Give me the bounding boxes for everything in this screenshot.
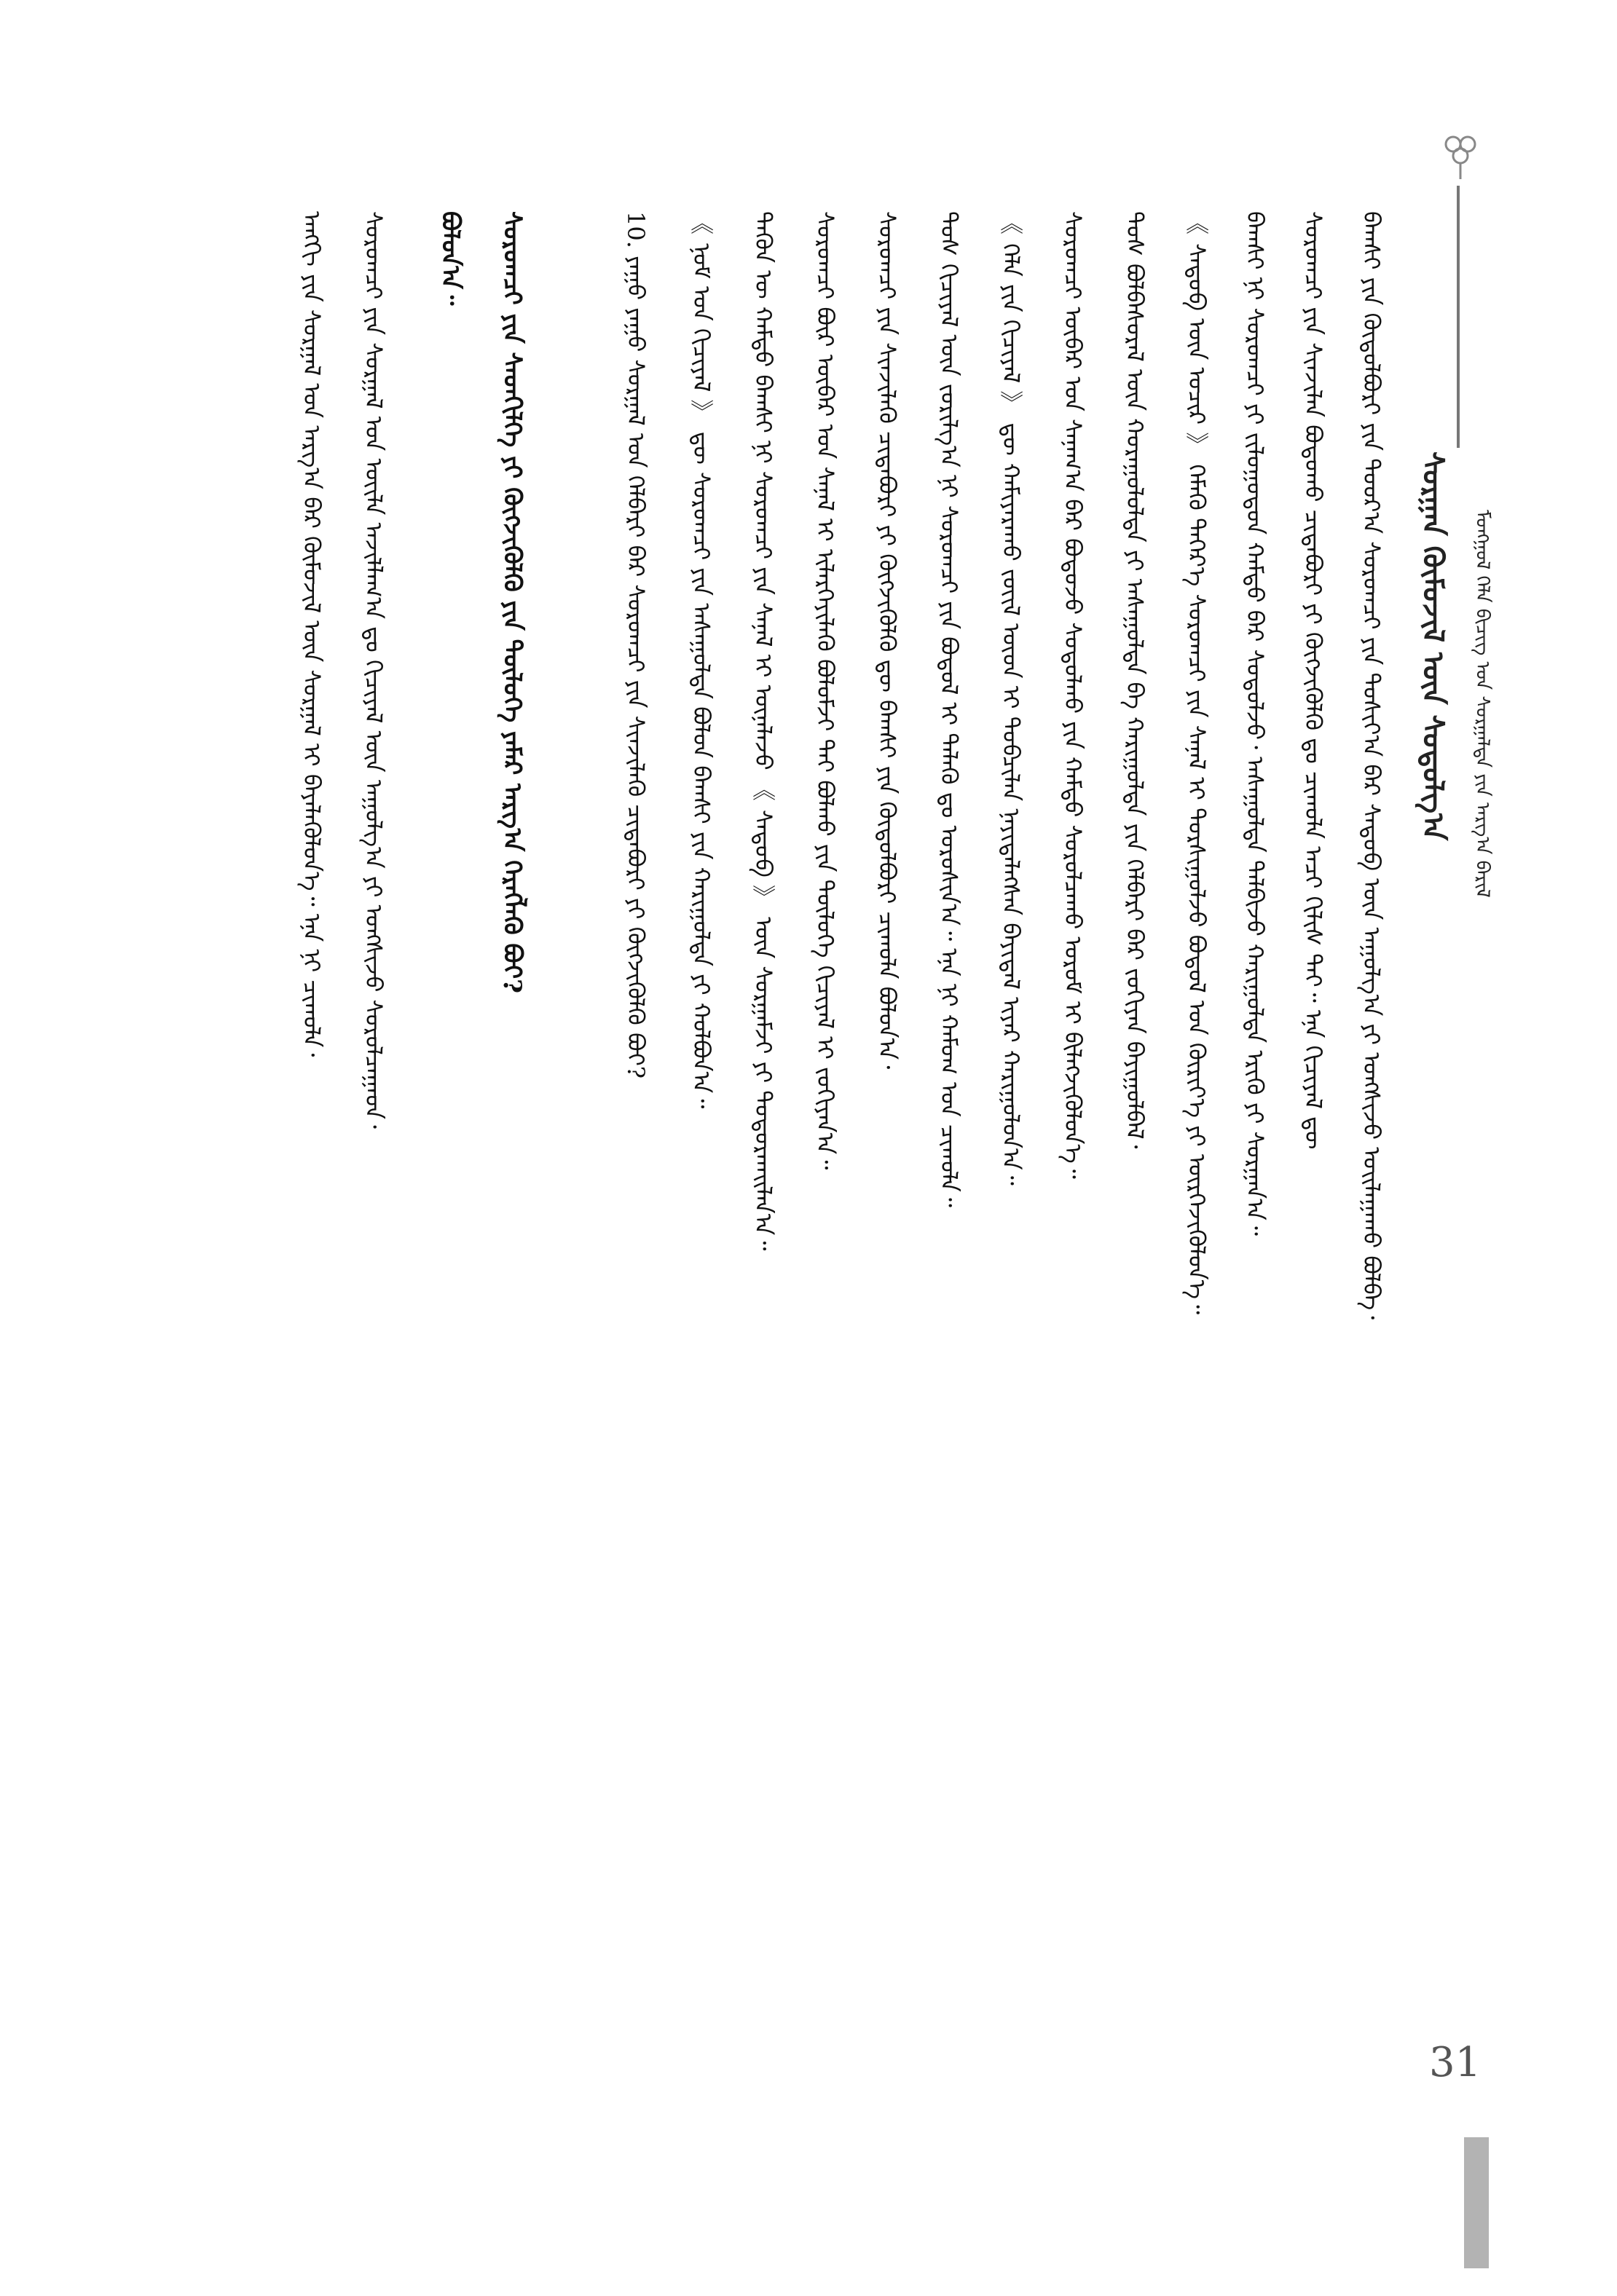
body-column-5: ᠲᠤᠰ ᠪᠣᠯᠪᠠᠰᠤᠷᠠᠯ ᠦᠨ ᠬᠤᠷᠠᠭᠤᠯᠤᠯᠲᠠ ᠶᠢ ᠠᠰᠠᠭᠤᠯᠲᠠ ᠪᠠ ᠬᠠᠷᠢᠭᠤᠯᠲᠠ ᠶᠢᠨ ᠬᠡᠯᠪᠡᠷᠢ ᠪᠡᠷ ᠵᠣᠬᠢᠶᠠᠨ ᠪᠠᠶᠢᠭᠤᠯᠪᠠᠯ᠂ [1121,211,1149,1149]
body-column-9: ᠰᠤᠷᠤᠭᠴᠢ ᠶᠢᠨ ᠰᠢᠨᠵᠢᠯᠡᠬᠦ ᠴᠢᠳᠠᠪᠤᠷᠢ ᠶᠢ ᠬᠥᠭᠵᠢᠭᠦᠯᠬᠦ ᠳᠦ ᠪᠠᠭᠰᠢ ᠶᠢᠨ ᠬᠦᠲᠦᠯᠪᠦᠷᠢ ᠴᠢᠬᠤᠯᠠ ᠪᠣᠯᠤᠨ᠎ᠠ᠂ [873,211,901,1070]
body-column-3: ᠪᠠᠭᠰᠢ ᠨᠢ ᠰᠤᠷᠤᠭᠴᠢ ᠶᠢ ᠵᠢᠯᠣᠭᠣᠳᠤᠨ ᠬᠠᠮᠲᠤ ᠪᠡᠷ ᠰᠣᠳᠤᠯᠵᠤ᠂ ᠠᠰᠠᠭᠤᠯᠲᠠ ᠲᠠᠯᠪᠢᠵᠤ ᠬᠠᠷᠢᠭᠤᠯᠲᠠ ᠡᠷᠢᠬᠦ ᠶᠢ ᠰᠤᠷᠭᠠᠨ᠎ᠠ᠃ [1241,211,1269,1236]
body-column-1: ᠪᠠᠭᠰᠢ ᠶᠢᠨ ᠬᠦᠲᠦᠯᠪᠦᠷᠢ ᠶᠢᠨ ᠳᠣᠣᠷ᠎ᠠ ᠰᠤᠷᠤᠭᠴᠢ ᠶᠢᠨ ᠲᠤᠰᠢᠶ᠎ᠠ ᠪᠡᠷ ᠰᠡᠳᠦᠪ ᠦᠨ ᠠᠭᠤᠯᠭ᠎ᠠ ᠶᠢ ᠤᠩᠰᠢᠵᠤ ᠣᠢᠯᠠᠭᠠᠬᠤ ᠪᠣᠯᠪᠠ᠂ [1358,211,1385,1320]
header-rule [1457,186,1460,448]
header-subtitle: ᠮᠣᠩᠭᠣᠯ ᠬᠡᠯᠡ ᠪᠢᠴᠢᠭ᠌ ᠤᠨ ᠰᠤᠷᠭᠠᠯᠲᠠ ᠶᠢᠨ ᠠᠷᠭ᠎ᠠ ᠪᠠᠷᠢᠯ [1471,510,1493,898]
question-heading-line-2: ᠪᠣᠯᠤᠨ᠎ᠠ᠃ [436,211,465,306]
body-column-17: ᠠᠩᠭᠢ ᠶᠢᠨ ᠰᠤᠷᠭᠠᠯ ᠤᠨ ᠠᠷᠭ᠎ᠠ ᠪᠠᠷ ᠬᠦᠮᠦᠵᠢᠯ ᠦᠨ ᠰᠤᠷᠭᠠᠯ ᠢ ᠪᠡᠶᠡᠯᠡᠭᠦᠯᠦᠨ᠎ᠡ᠃ ᠡᠨᠡ ᠨᠢ ᠴᠢᠬᠤᠯᠠ᠂ [298,211,326,1057]
body-column-7: 《 ᠬᠡᠯᠡ ᠶᠢᠨ ᠬᠢᠴᠢᠶᠡᠯ 》 ᠳᠦ ᠬᠠᠮᠢᠶᠠᠷᠠᠬᠤ ᠵᠦᠢᠯ ᠦᠳ ᠢ ᠲᠣᠪᠴᠢᠯᠠᠨ ᠨᠡᠶᠢᠲᠡᠯᠡᠭᠰᠡᠨ ᠪᠠᠶᠢᠳᠠᠯ ᠢᠶᠠᠷ ᠬᠠᠷᠢᠭᠤᠯᠤᠨ᠎ᠠ᠃ [997,211,1025,1186]
body-column-8: ᠲᠤᠰ ᠬᠢᠴᠢᠶᠡᠯ ᠦᠨ ᠵᠣᠷᠢᠯᠭ᠎ᠠ ᠨᠢ ᠰᠤᠷᠤᠭᠴᠢ ᠶᠢᠨ ᠪᠣᠳᠤᠯ ᠢ ᠲᠡᠯᠡᠬᠦ ᠳᠤ ᠣᠷᠣᠰᠢᠨ᠎ᠠ᠃ ᠡᠨᠡ ᠨᠢ ᠬᠠᠮᠤᠭ ᠤᠨ ᠴᠢᠬᠤᠯᠠ᠃ [935,211,963,1207]
body-column-12: 《 ᠨᠣᠮ ᠤᠨ ᠬᠢᠴᠢᠶᠡᠯ 》 ᠳᠦ ᠰᠤᠷᠤᠭᠴᠢ ᠶᠢᠨ ᠠᠰᠠᠭᠤᠯᠲᠠ ᠪᠣᠯᠤᠨ ᠪᠠᠭᠰᠢ ᠶᠢᠨ ᠬᠠᠷᠢᠭᠤᠯᠲᠠ ᠶᠢ ᠬᠣᠯᠪᠣᠨ᠎ᠠ᠃ [688,211,715,1109]
body-column-11: ᠲᠡᠭᠦᠨ ᠦ ᠬᠠᠮᠲᠤ ᠪᠠᠭᠰᠢ ᠨᠢ ᠰᠤᠷᠤᠭᠴᠢ ᠶᠢᠨ ᠰᠠᠨᠠᠯ ᠢ ᠦᠨᠡᠯᠡᠵᠦ 《 ᠰᠡᠳᠦᠪ 》 ᠦᠨ ᠰᠤᠷᠭᠠᠮᠵᠢ ᠶᠢ ᠲᠣᠳᠣᠷᠬᠠᠢᠯᠠᠨ᠎ᠠ᠃ [750,211,777,1251]
ornament-icon [1431,122,1490,181]
page-number: 31 [1429,2039,1482,2086]
body-column-13: 10. ᠶᠠᠭᠤ ᠶᠠᠭᠤ ᠰᠤᠷᠭᠠᠯ ᠤᠨ ᠬᠡᠯᠪᠡᠷᠢ ᠪᠠᠷ ᠰᠤᠷᠤᠭᠴᠢ ᠶᠢᠨ ᠰᠢᠨᠵᠢᠯᠡᠬᠦ ᠴᠢᠳᠠᠪᠤᠷᠢ ᠶᠢ ᠬᠥᠭᠵᠢᠭᠦᠯᠬᠦ ᠪᠤᠢ? [622,211,650,1079]
body-column-6: ᠰᠤᠷᠤᠭᠴᠢ ᠦᠪᠡᠷ ᠤᠨ ᠰᠠᠨᠠᠭ᠎ᠠ ᠪᠡᠷ ᠪᠣᠳᠤᠵᠤ ᠰᠣᠳᠤᠯᠬᠤ ᠶᠢᠨ ᠬᠠᠮᠲᠤ ᠰᠤᠷᠤᠯᠴᠠᠬᠤ ᠤᠷᠤᠮ ᠢ ᠪᠢᠯᠡᠭᠵᠢᠭᠦᠯᠦᠨ᠎ᠡ᠃ [1059,211,1087,1179]
body-column-16: ᠰᠤᠷᠤᠭᠴᠢ ᠶᠢᠨ ᠰᠤᠷᠭᠠᠯ ᠤᠨ ᠦᠢᠯᠡ ᠠᠵᠢᠯᠯᠠᠭ᠎ᠠ ᠳᠤ ᠬᠢᠴᠢᠶᠡᠯ ᠦᠨ ᠠᠭᠤᠯᠭ᠎ᠠ ᠶᠢ ᠤᠩᠰᠢᠵᠤ ᠰᠤᠷᠤᠯᠴᠠᠭᠠᠳ᠂ [360,211,387,1129]
thumb-tab [1464,2137,1489,2268]
body-column-4: 《 ᠰᠡᠳᠦᠪ ᠦᠨ ᠤᠴᠢᠷ 》 ᠬᠡᠮᠡᠬᠦ ᠳᠡᠭᠡᠷ᠎ᠡ ᠰᠤᠷᠤᠭᠴᠢ ᠶᠢᠨ ᠰᠠᠨᠠᠯ ᠢ ᠳᠤᠷᠰᠢᠭᠤᠯᠵᠤ ᠪᠣᠳᠤᠯ ᠤᠨ ᠬᠦᠷᠢᠶ᠎ᠡ ᠶᠢ ᠦᠷᠭᠡᠵᠢᠭᠦᠯᠦᠨ᠎ᠡ᠃ [1183,211,1211,1315]
body-column-10: ᠰᠤᠷᠤᠭᠴᠢ ᠪᠦᠷ ᠦᠪᠡᠷ ᠤᠨ ᠰᠠᠨᠠᠯ ᠢ ᠢᠯᠡᠷᠬᠡᠶᠢᠯᠡᠬᠦ ᠪᠣᠯᠤᠮᠵᠢ ᠲᠠᠢ ᠪᠣᠯᠬᠤ ᠶᠢᠨ ᠲᠥᠯᠦᠭᠡ ᠬᠢᠴᠢᠶᠡᠯ ᠢ ᠵᠣᠬᠢᠶᠠᠨ᠎ᠠ᠃ [811,211,839,1170]
body-column-2: ᠰᠤᠷᠤᠭᠴᠢ ᠶᠢᠨ ᠰᠢᠨᠵᠢᠯᠡᠨ ᠪᠣᠳᠤᠬᠤ ᠴᠢᠳᠠᠪᠤᠷᠢ ᠶᠢ ᠬᠥᠭᠵᠢᠭᠦᠯᠬᠦ ᠳᠤ ᠴᠢᠬᠤᠯᠠ ᠠᠴᠢ ᠬᠢᠯᠢᠰ ᠲᠠᠢ᠃ ᠡᠨᠡ ᠬᠢᠴᠢᠶᠡᠯ ᠳᠦ [1299,211,1327,1150]
question-heading-line-1: ᠰᠤᠷᠤᠭᠴᠢ ᠶᠢᠨ ᠰᠡᠳᠬᠢᠯᠭᠡ ᠶᠢ ᠬᠥᠭᠵᠢᠭᠦᠯᠬᠦ ᠶᠢᠨ ᠲᠥᠯᠦᠭᠡ ᠶᠠᠮᠠᠷ ᠠᠷᠭ᠎ᠠ ᠬᠡᠷᠡᠭᠯᠡᠬᠦ ᠪᠤᠢ? [497,211,527,994]
header-title: ᠰᠤᠷᠭᠠᠨ ᠬᠦᠮᠦᠵᠢᠯ ᠦᠨ ᠰᠤᠳᠤᠯᠭ᠎ᠠ [1416,451,1450,841]
body-column-18 [240,211,275,2075]
